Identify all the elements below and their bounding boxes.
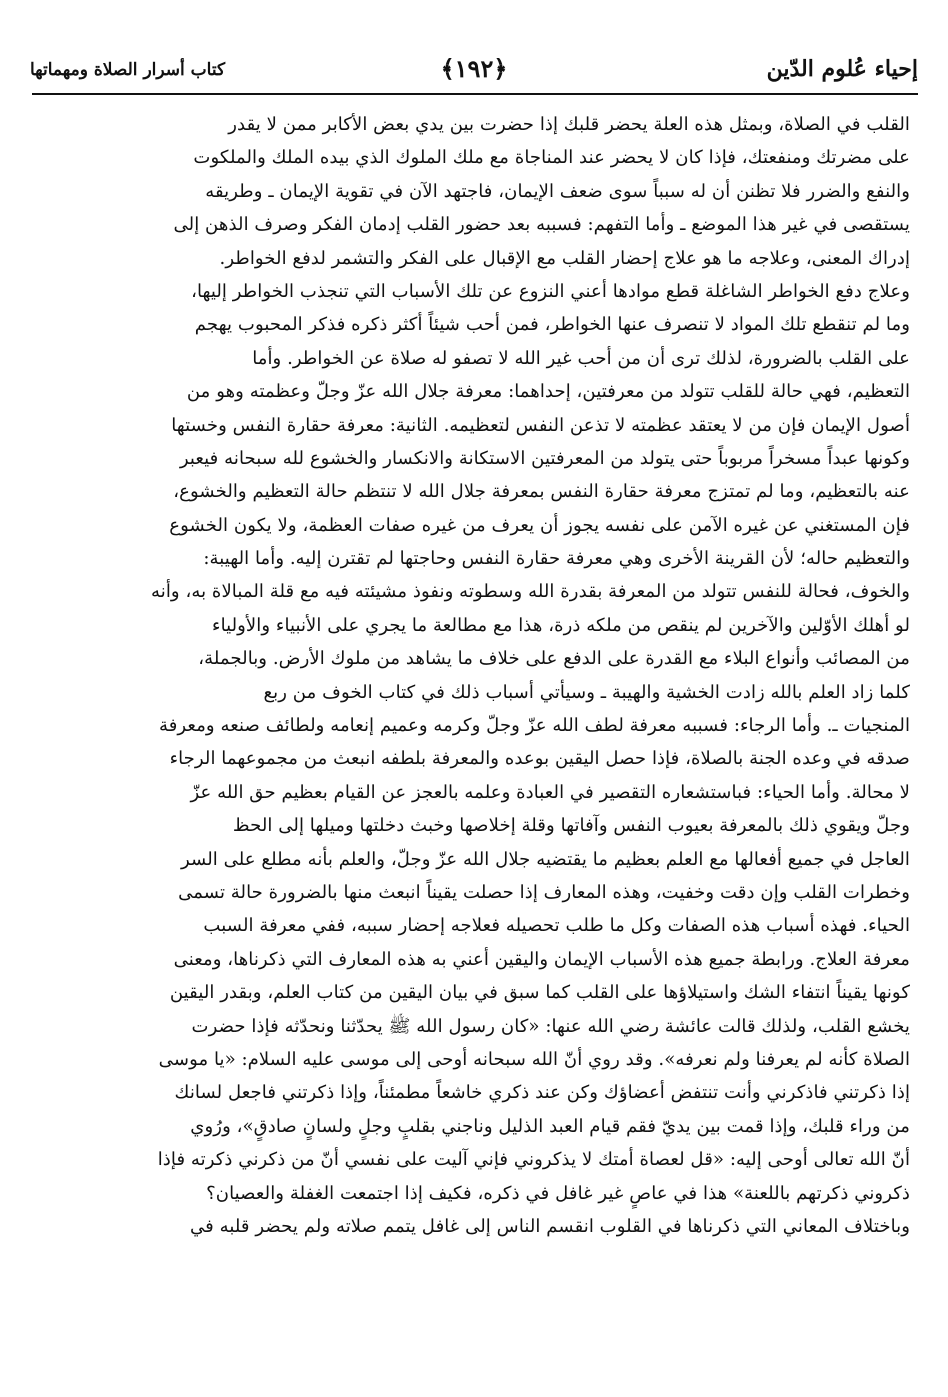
text-line: المنجيات ـ. وأما الرجاء: فسببه معرفة لطف الله عزّ وجلّ وكرمه وعميم إنعامه ولطائف صنعه ومعرفة: [158, 715, 910, 737]
text-line: والتعظيم حاله؛ لأن القرينة الأخرى وهي معرفة حقارة النفس وحاجتها لم تقترن إليه. وأما الهيبة:: [203, 548, 910, 570]
text-line: وجلّ ويقوي ذلك بالمعرفة بعيوب النفس وآفاتها وقلة إخلاصها وخبث دخلتها وميلها إلى الحظ: [232, 815, 910, 837]
text-line: صدقه في وعده الجنة بالصلاة، فإذا حصل اليقين بوعده والمعرفة بلطفه انبعث من مجموعهما الرجاء: [169, 748, 910, 770]
text-line: يستقصى في غير هذا الموضع ـ وأما التفهم: فسببه بعد حضور القلب إدمان الفكر وصرف الذهن إلى: [173, 214, 910, 236]
text-line: إدراك المعنى، وعلاجه ما هو علاج إحضار القلب مع الإقبال على الفكر والتشمر لدفع الخواطر.: [219, 247, 910, 269]
text-line: إذا ذكرتني فاذكرني وأنت تنتفض أعضاؤك وكن عند ذكري خاشعاً مطمئناً، وإذا ذكرتني فاجعل لسانك: [174, 1082, 910, 1104]
text-line: وعلاج دفع الخواطر الشاغلة قطع موادها أعني النزوع عن تلك الأسباب التي تنجذب الخواطر إليها،: [191, 280, 910, 302]
text-line: الحياء. فهذه أسباب هذه الصفات وكل ما طلب تحصيله فعلاجه إحضار سببه، ففي معرفة السبب: [203, 915, 910, 937]
text-line: [32, 1277, 910, 1310]
text-line: وخطرات القلب وإن دقت وخفيت، وهذه المعارف إذا حصلت يقيناً انبعث منها بالضرورة حالة تسمى: [178, 881, 910, 903]
text-line: وما لم تنقطع تلك المواد لا تنصرف عنها الخواطر، فمن أحب شيئاً أكثر ذكره فذكر المحبوب يهجم: [194, 314, 910, 336]
body-text: [32, 108, 910, 1377]
text-line: والخوف، فحالة للنفس تتولد من المعرفة بقدرة الله وسطوته ونفوذ مشيئته فيه مع قلة المبالاة به، وأنه: [151, 581, 910, 603]
text-line: كونها يقيناً انتفاء الشك واستيلاؤها على القلب كما سبق في بيان اليقين من كتاب العلم، وبقدر اليقين: [169, 982, 910, 1004]
text-line: يخشع القلب، ولذلك قالت عائشة رضي الله عنها: «كان رسول الله ﷺ يحدّثنا ونحدّثه فإذا حضرت: [191, 1015, 910, 1037]
text-line: عنه بالتعظيم، وما لم تمتزج معرفة حقارة النفس بمعرفة جلال الله لا تنتظم حالة التعظيم والخشوع،: [173, 481, 910, 503]
book-title: إحياء عُلوم الدّين: [766, 56, 918, 82]
text-line: على مضرتك ومنفعتك، فإذا كان لا يحضر عند المناجاة مع ملك الملوك الذي بيده الملك والملكوت: [193, 147, 910, 169]
text-line: معرفة العلاج. ورابطة جميع هذه الأسباب الإيمان واليقين أعني به هذه المعارف التي ذكرناها، ومعنى: [173, 948, 910, 970]
text-line: التعظيم، فهي حالة للقلب تتولد من معرفتين، إحداهما: معرفة جلال الله عزّ وجلّ وعظمته وهو من: [186, 381, 910, 403]
text-line: [32, 1343, 910, 1376]
text-line: وكونها عبداً مسخراً مربوباً حتى يتولد من المعرفتين الاستكانة والانكسار والخشوع لله سبحانه فيعبر: [179, 447, 910, 469]
text-line: [32, 1243, 910, 1276]
text-line: من وراء قلبك، وإذا قمت بين يديّ فقم قيام العبد الذليل وناجني بقلبٍ وجلٍ ولسانٍ صادقٍ»، ورُوي: [190, 1115, 910, 1137]
text-line: أنّ الله تعالى أوحى إليه: «قل لعصاة أمتك لا يذكروني فإني آليت على نفسي أنّ من ذكرني ذكرته فإذا: [157, 1149, 910, 1171]
text-line: [32, 1310, 910, 1343]
text-line: الصلاة كأنه لم يعرفنا ولم نعرفه». وقد روي أنّ الله سبحانه أوحى إلى موسى عليه السلام: «يا موسى: [158, 1048, 910, 1070]
text-line: لو أهلك الأوّلين والآخرين لم ينقص من ملكه ذرة، هذا مع مطالعة ما يجري على الأنبياء والأولياء: [212, 614, 910, 636]
text-line: وباختلاف المعاني التي ذكرناها في القلوب انقسم الناس إلى غافل يتمم صلاته ولم يحضر قلبه في: [189, 1215, 910, 1237]
chapter-title: كتاب أسرار الصلاة ومهماتها: [30, 60, 226, 80]
text-line: العاجل في جميع أفعالها مع العلم بعظيم ما يقتضيه جلال الله عزّ وجلّ، والعلم بأنه مطلع على السر: [180, 848, 910, 870]
text-line: أصول الإيمان فإن من لا يعتقد عظمته لا تذعن النفس لتعظيمه. الثانية: معرفة حقارة النفس وخستها: [171, 414, 910, 436]
text-line: من المصائب وأنواع البلاء مع القدرة على الدفع على خلاف ما يشاهد من ملوك الأرض. وبالجملة،: [198, 648, 910, 670]
text-line: ذكروني ذكرتهم باللعنة» هذا في عاصٍ غير غافل في ذكره، فكيف إذا اجتمعت الغفلة والعصيان؟: [206, 1182, 910, 1204]
text-line: فإن المستغني عن غيره الآمن على نفسه يجوز أن يعرف من غيره صفات العظمة، ولا يكون الخشوع: [169, 514, 910, 536]
text-line: على القلب بالضرورة، لذلك ترى أن من أحب غير الله لا تصفو له صلاة عن الخواطر. وأما: [252, 347, 910, 369]
header-rule: [32, 93, 918, 95]
page-number: ﴿١٩٢﴾: [440, 54, 508, 83]
text-line: القلب في الصلاة، وبمثل هذه العلة يحضر قلبك إذا حضرت بين يدي بعض الأكابر ممن لا يقدر: [228, 114, 910, 135]
text-line: كلما زاد العلم بالله زادت الخشية والهيبة ـ وسيأتي أسباب ذلك في كتاب الخوف من ربع: [263, 681, 910, 703]
text-line: والنفع والضرر فلا تظنن أن له سبباً سوى ضعف الإيمان، فاجتهد الآن في تقوية الإيمان ـ وطريقه: [205, 180, 910, 202]
page-header: [30, 52, 918, 92]
text-line: لا محالة. وأما الحياء: فباستشعاره التقصير في العبادة وعلمه بالعجز عن القيام بعظيم حق الله عزّ: [190, 781, 910, 803]
